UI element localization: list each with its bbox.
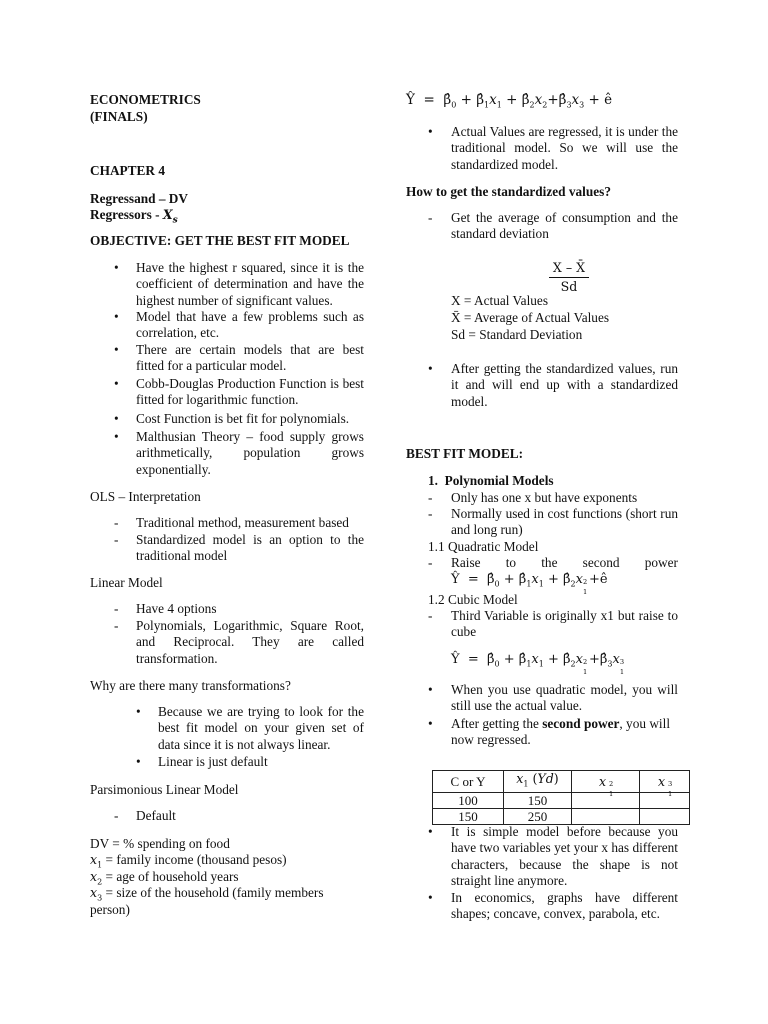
list-item: - Have 4 options: [114, 601, 217, 616]
list-item: - Third Variable is originally x1 but raise to cube: [428, 608, 678, 640]
quad-heading: 1.1 Quadratic Model: [428, 539, 539, 554]
var-symbol: $x_2$: [90, 869, 103, 887]
dv-line: DV = % spending on food: [90, 836, 230, 851]
table-row: [433, 808, 690, 824]
list-item: • Have the highest r squared, since it is the coefficient of determination and have the highest number of significant values.: [114, 260, 364, 308]
list-item: • Cost Function is bet fit for polynomials.: [114, 411, 350, 426]
var-line: $x_2$ = age of household years: [90, 869, 239, 887]
list-item: • After getting the standardized values, run it and will end up with a standardized model.: [428, 361, 678, 409]
list-item: - Normally used in cost functions (short run and long run): [428, 506, 678, 538]
list-item: • After getting the second power, you will now regressed.: [428, 716, 671, 748]
list-item: - Only has one x but have exponents: [428, 490, 638, 505]
list-item: • There are certain models that are best fitted for a particular model.: [114, 342, 364, 374]
table-cell: [572, 792, 640, 808]
regressors-line: [90, 207, 178, 229]
var-symbol: $x_1$: [90, 852, 103, 870]
cubic-equation: Ŷ = $\betâ_0$ + $\betâ_1x_1$ + $\betâ_2x$ 2 1 $+\betâ_3x$ 3 1: [451, 652, 625, 676]
list-item: • Malthusian Theory – food supply grows arithmetically, population grows exponentially.: [114, 429, 364, 477]
chapter-heading: CHAPTER 4: [90, 163, 165, 178]
table-header: x 2 1: [572, 771, 640, 793]
table-cell: 150: [433, 808, 504, 824]
table-cell: [640, 792, 690, 808]
list-item: • Actual Values are regressed, it is under the traditional model. So we will use the standardized model.: [428, 124, 678, 172]
regressors-label: Regressors -: [90, 207, 163, 222]
parsimonious-list: - Default: [90, 808, 364, 824]
list-item: • Cobb-Douglas Production Function is best fitted for logarithmic function.: [114, 376, 364, 408]
list-item: - Raise to the second power: [428, 555, 678, 570]
list-item: • Model that have a few problems such as correlation, etc.: [114, 309, 364, 341]
fraction-numerator: X – X̄: [552, 260, 586, 275]
list-item: - Traditional method, measurement based: [114, 515, 349, 530]
data-table: [432, 770, 690, 825]
best-fit-heading: BEST FIT MODEL:: [406, 446, 523, 461]
doc-subtitle: (FINALS): [90, 109, 148, 124]
regressors-var: $X_s$: [162, 207, 178, 226]
definition-line: Sd = Standard Deviation: [451, 327, 583, 342]
table-cell: [572, 808, 640, 824]
list-item: • Because we are trying to look for the best fit model on your given set of data since it is not always linear.: [136, 704, 364, 752]
list-item: - Polynomials, Logarithmic, Square Root, and Reciprocal. They are called transformation.: [114, 618, 364, 666]
fraction-denominator: Sd: [560, 279, 578, 294]
list-item: • Linear is just default: [136, 754, 268, 769]
list-item: Default: [136, 808, 176, 823]
poly-heading: 1. Polynomial Models: [428, 473, 554, 488]
definition-line: X = Actual Values: [451, 293, 548, 308]
definition-line: X̄ = Average of Actual Values: [451, 310, 610, 325]
table-cell: [640, 808, 690, 824]
table-row: [433, 792, 690, 808]
list-item: - Standardized model is an option to the traditional model: [114, 532, 364, 564]
objective-heading: OBJECTIVE: GET THE BEST FIT MODEL: [90, 233, 350, 248]
how-heading: How to get the standardized values?: [406, 184, 611, 199]
table-header: $x_1$ (Yd): [504, 771, 572, 793]
why-heading: Why are there many transformations?: [90, 678, 291, 693]
var-symbol: $x_3$: [90, 885, 103, 903]
list-item: • In economics, graphs have different shapes; concave, convex, parabola, etc.: [428, 890, 678, 922]
table-header: C or Y: [433, 771, 504, 793]
list-item: • When you use quadratic model, you will still use the actual value.: [428, 682, 678, 714]
doc-title: ECONOMETRICS: [90, 92, 201, 107]
var-line-cont: person): [90, 902, 130, 917]
table-header: x 3 1: [640, 771, 690, 793]
var-line: $x_3$ = size of the household (family members: [90, 885, 324, 903]
ols-heading: OLS – Interpretation: [90, 489, 201, 504]
cubic-heading: 1.2 Cubic Model: [428, 592, 518, 607]
table-header-row: [433, 771, 690, 793]
list-item: - Get the average of consumption and the standard deviation: [428, 210, 678, 242]
table-cell: 150: [504, 792, 572, 808]
var-line: $x_1$ = family income (thousand pesos): [90, 852, 287, 870]
table-cell: 250: [504, 808, 572, 824]
list-item: • It is simple model before because you have two variables yet your x has different characters, because the shape is not straight line anymore.: [428, 824, 678, 889]
table-cell: 100: [433, 792, 504, 808]
quad-equation: Ŷ = $\betâ_0$ + $\betâ_1x_1$ + $\betâ_2x$ 2 1 +ê: [451, 572, 608, 596]
regressand-line: Regressand – DV: [90, 191, 189, 206]
fraction-bar: [549, 277, 589, 278]
parsimonious-heading: Parsimonious Linear Model: [90, 782, 239, 797]
linear-heading: Linear Model: [90, 575, 163, 590]
equation-top: Ŷ = $\betâ_0$ + $\betâ_1x_1$ + $\betâ_2x_2+\betâ_3x_3$ + ê: [406, 92, 613, 110]
